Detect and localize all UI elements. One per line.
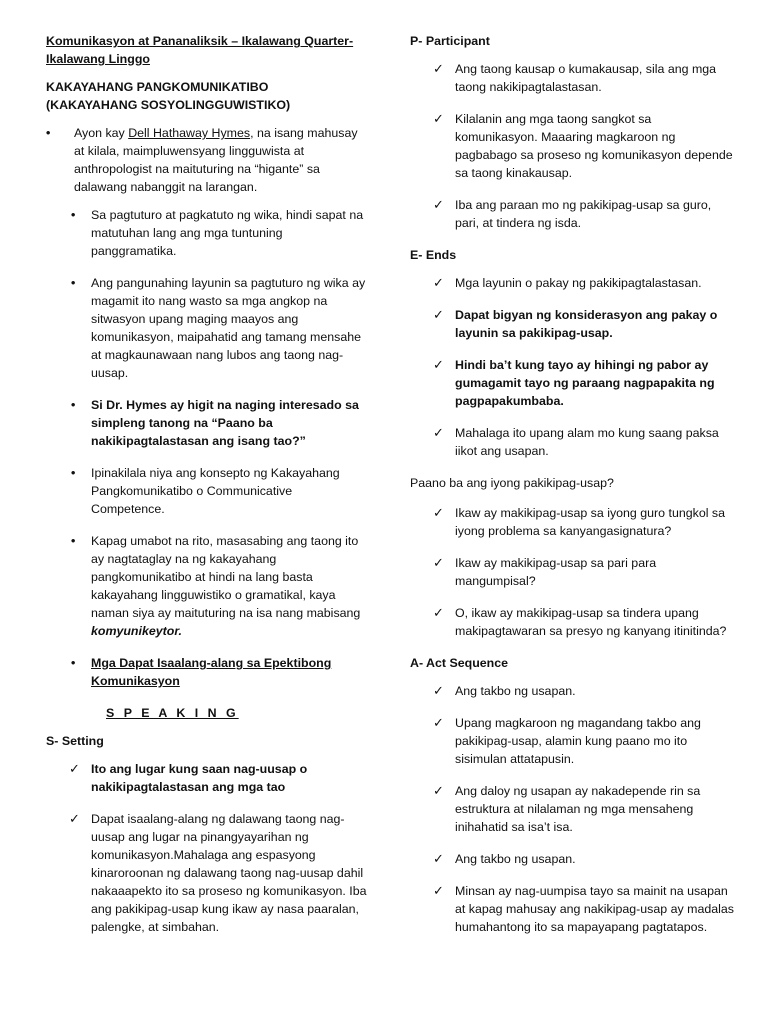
checkmark-icon: ✓ bbox=[433, 505, 444, 520]
title-line-2: Ikalawang Linggo bbox=[46, 52, 150, 66]
checkmark-icon: ✓ bbox=[433, 783, 444, 798]
checkmark-icon: ✓ bbox=[433, 197, 444, 212]
check-item: ✓ Mga layunin o pakay ng pakikipagtalastasan. bbox=[433, 275, 702, 290]
checkmark-icon: ✓ bbox=[433, 851, 444, 866]
bullet-icon: • bbox=[71, 208, 76, 222]
bullet-icon: • bbox=[71, 466, 76, 480]
heading-line-2: (KAKAYAHANG SOSYOLINGGUWISTIKO) bbox=[46, 98, 291, 112]
checkmark-icon: ✓ bbox=[433, 715, 444, 730]
hymes-name: Dell Hathaway Hymes bbox=[128, 126, 251, 140]
sub-bullet: • Ipinakilala niya ang konsepto ng Kakayahang Pangkomunikatibo o Communicative Competence. bbox=[71, 466, 340, 516]
check-item: ✓ Hindi ba’t kung tayo ay hihingi ng pabor ay gumagamit tayo ng paraang nagpapakita ng pagpapakumbaba. bbox=[433, 357, 715, 408]
check-item: ✓ Kilalanin ang mga taong sangkot sa komunikasyon. Maaaring magkaroon ng pagbabago sa proseso ng komunikasyon depende sa taong kinakausap. bbox=[433, 111, 733, 180]
check-item: ✓ Ikaw ay makikipag-usap sa pari para mangumpisal? bbox=[433, 555, 657, 588]
check-item: ✓ Ang takbo ng usapan. bbox=[433, 683, 576, 698]
sub-bullet: • Si Dr. Hymes ay higit na naging interesado sa simpleng tanong na “Paano ba nakikipagtalastasan ang isang tao?” bbox=[71, 398, 359, 448]
bullet-icon: • bbox=[71, 398, 76, 412]
check-item: ✓ Iba ang paraan mo ng pakikipag-usap sa guro, pari, at tindera ng isda. bbox=[433, 197, 712, 230]
bullet-icon: • bbox=[71, 534, 76, 548]
heading-line-1: KAKAYAHANG PANGKOMUNIKATIBO bbox=[46, 80, 269, 94]
checkmark-icon: ✓ bbox=[433, 111, 444, 126]
document-title bbox=[46, 32, 368, 68]
setting-heading: S- Setting bbox=[46, 734, 104, 748]
dapat-bullet: • Mga Dapat Isaalang-alang sa Epektibong Komunikasyon bbox=[71, 656, 332, 688]
check-item: ✓ Upang magkaroon ng magandang takbo ang pakikipag-usap, alamin kung paano mo ito sisimulan attatapusin. bbox=[433, 715, 701, 766]
sub-bullet: • Ang pangunahing layunin sa pagtuturo ng wika ay magamit ito nang wasto sa mga angkop na sitwasyon upang maging maayos ang komunikasyon, maipahatid ang tamang mensahe at magkaunawaan nang lubos ang taong nag-uusap. bbox=[71, 276, 366, 380]
section-heading bbox=[46, 78, 368, 114]
sub-bullet: • Sa pagtuturo at pagkatuto ng wika, hindi sapat na matutuhan lang ang mga tuntuning panggramatika. bbox=[71, 208, 364, 258]
check-item: ✓ Ang takbo ng usapan. bbox=[433, 851, 576, 866]
check-item: ✓ Ito ang lugar kung saan nag-uusap o nakikipagtalastasan ang mga tao bbox=[69, 761, 308, 794]
check-item: ✓ Ang daloy ng usapan ay nakadepende rin sa estruktura at nilalaman ng mga mensaheng inihahatid sa isa’t isa. bbox=[433, 783, 701, 834]
checkmark-icon: ✓ bbox=[433, 425, 444, 440]
bullet-icon: • bbox=[46, 126, 51, 140]
checkmark-icon: ✓ bbox=[69, 811, 80, 826]
check-item: ✓ Ang taong kausap o kumakausap, sila ang mga taong nakikipagtalastasan. bbox=[433, 61, 717, 94]
checkmark-icon: ✓ bbox=[433, 605, 444, 620]
check-item: ✓ Ikaw ay makikipag-usap sa iyong guro tungkol sa iyong problema sa kanyangasignatura? bbox=[433, 505, 725, 538]
checkmark-icon: ✓ bbox=[433, 883, 444, 898]
act-sequence-heading: A- Act Sequence bbox=[410, 656, 508, 670]
check-item: ✓ Dapat bigyan ng konsiderasyon ang pakay o layunin sa pakikipag-usap. bbox=[433, 307, 718, 340]
check-item: ✓ O, ikaw ay makikipag-usap sa tindera upang makipagtawaran sa presyo ng kanyang itinitinda? bbox=[433, 605, 727, 638]
right-column bbox=[410, 32, 735, 950]
ends-heading: E- Ends bbox=[410, 248, 457, 262]
intro-bullet: • Ayon kay Dell Hathaway Hymes, na isang mahusay at kilala, maimpluwensyang lingguwista at anthropologist na maituturing na “higante” sa dalawang nabanggit na larangan. bbox=[46, 126, 358, 194]
checkmark-icon: ✓ bbox=[433, 683, 444, 698]
sub-bullet: • Kapag umabot na rito, masasabing ang taong ito ay nagtataglay na ng kakayahang pangkomunikatibo at hindi na lang basta kakayahang lingguwistiko o gramatikal, kaya naman siya ay maituturing na isa nang mabisang komyunikeytor. bbox=[71, 534, 361, 638]
left-column bbox=[46, 32, 368, 950]
bullet-icon: • bbox=[71, 656, 76, 670]
checkmark-icon: ✓ bbox=[433, 307, 444, 322]
bullet-icon: • bbox=[71, 276, 76, 290]
checkmark-icon: ✓ bbox=[433, 61, 444, 76]
checkmark-icon: ✓ bbox=[433, 275, 444, 290]
speaking-acronym: S P E A K I N G bbox=[106, 706, 239, 720]
question-line: Paano ba ang iyong pakikipag-usap? bbox=[410, 476, 614, 490]
checkmark-icon: ✓ bbox=[69, 761, 80, 776]
check-item: ✓ Minsan ay nag-uumpisa tayo sa mainit na usapan at kapag mahusay ang nakikipag-usap ay madalas humahantong ito sa mapayapang pagtatapos. bbox=[433, 883, 734, 934]
check-item: ✓ Dapat isaalang-alang ng dalawang taong nag-uusap ang lugar na pinangyayarihan ng komunikasyon.Mahalaga ang espasyong kinaroroonan ng dalawang taong nag-uusap dahil nakaaapekto ito sa proseso ng komunikasyon. Iba ang pakikipag-usap kung ikaw ay nasa paaralan, palengke, at simbahan. bbox=[69, 811, 367, 934]
participant-heading: P- Participant bbox=[410, 34, 490, 48]
title-line-1: Komunikasyon at Pananaliksik – Ikalawang Quarter- bbox=[46, 34, 354, 48]
checkmark-icon: ✓ bbox=[433, 555, 444, 570]
checkmark-icon: ✓ bbox=[433, 357, 444, 372]
komyunikeytor-term: komyunikeytor. bbox=[91, 624, 182, 638]
check-item: ✓ Mahalaga ito upang alam mo kung saang paksa iikot ang usapan. bbox=[433, 425, 719, 458]
